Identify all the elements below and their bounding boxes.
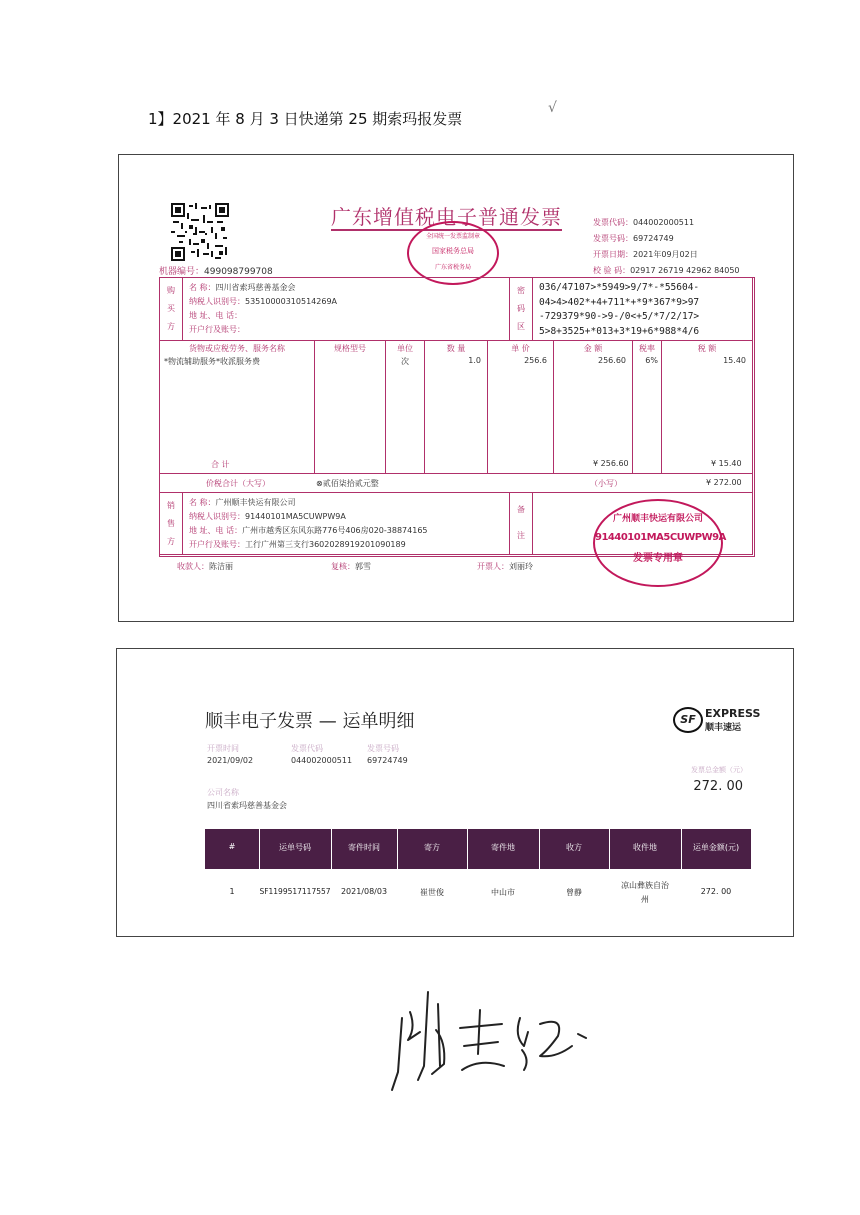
waybill-total-label: 发票总金额（元）	[691, 766, 747, 774]
item-price: 256.6	[524, 356, 547, 365]
issuer: 开票人：刘丽玲	[477, 562, 533, 571]
seller-bank: 工行广州第三支行3602028919201090189	[245, 540, 406, 549]
col-unit: 单位 次	[385, 340, 425, 474]
col-tax: 税 额 15.40	[661, 340, 753, 474]
payee: 收款人：陈洁丽	[177, 562, 233, 571]
machine-number	[159, 264, 273, 277]
seller-name: 广州顺丰快运有限公司	[215, 498, 296, 507]
col-spec: 规格型号	[314, 340, 386, 474]
waybill-field-code: 发票代码 044002000511	[291, 744, 353, 765]
reviewer: 复核：郭雪	[331, 562, 371, 571]
col-name: 货物或应税劳务、服务名称 *物流辅助服务*收派服务费	[159, 340, 315, 474]
invoice-date: 2021年09月02日	[633, 250, 698, 259]
item-amount: 256.60	[598, 356, 626, 365]
total-amount: ¥ 256.60	[593, 459, 629, 468]
waybill-number: SF1199517117557	[259, 887, 331, 896]
buyer-info: 名 称：四川省索玛慈善基金会 纳税人识别号：53510000310514269A 地 址、电 话： 开户行及账号：	[182, 277, 510, 341]
seller-tax-id: 91440101MA5CUWPW9A	[245, 512, 346, 521]
cipher-area: 036/47107>*5949>9/7*-*55604- 04>4>402*+4+711*+*9*367*9>97 -729379*90->9-/0<+5/*7/2/17> 5>8+3525+*013+3*19+6*988*4/6	[532, 277, 753, 341]
seller-info: 名 称：广州顺丰快运有限公司 纳税人识别号：91440101MA5CUWPW9A 地 址、电 话：广州市越秀区东风东路776号406房020-38874165 开户行及账号：工行广州第三支行3602028919201090189	[182, 492, 510, 555]
waybill-field-date: 开票时间 2021/09/02	[207, 744, 254, 765]
invoice-code: 044002000511	[633, 218, 695, 227]
vat-invoice	[118, 154, 794, 622]
invoice-title: 广东增值税电子普通发票	[331, 205, 562, 229]
buyer-tax-id: 53510000310514269A	[245, 297, 337, 306]
item-qty: 1.0	[468, 356, 481, 365]
col-rate: 税率 6%	[632, 340, 662, 474]
waybill-company: 公司名称 四川省索玛慈善基金会	[207, 788, 287, 810]
remark-side-cell: 备 注	[509, 492, 533, 555]
tax-bureau-seal: 全国统一发票监制章 国家税务总局 广东省税务局	[407, 221, 499, 285]
col-qty: 数 量 1.0	[424, 340, 488, 474]
price-tax-row: 价税合计（大写） ⊗贰佰柒拾贰元整 （小写） ¥ 272.00	[159, 473, 753, 493]
col-amount: 金 额 256.60	[553, 340, 633, 474]
item-unit: 次	[401, 357, 409, 366]
price-tax-words: ⊗贰佰柒拾贰元整	[316, 479, 379, 488]
total-tax: ¥ 15.40	[711, 459, 742, 468]
waybill-field-number: 发票号码 69724749	[367, 744, 408, 765]
seller-address: 广州市越秀区东风东路776号406房020-38874165	[242, 526, 428, 535]
page-heading: 1】2021 年 8 月 3 日快递第 25 期索玛报发票	[148, 110, 463, 128]
check-code: 02917 26719 42962 84050	[630, 266, 740, 275]
handwritten-tick: √	[548, 100, 557, 116]
machine-number-value: 499098799708	[204, 267, 273, 277]
machine-number-label: 机器编号：	[159, 267, 205, 277]
invoice-number: 69724749	[633, 234, 674, 243]
col-price: 单 价 256.6	[487, 340, 554, 474]
item-name: *物流辅助服务*收派服务费	[164, 357, 260, 366]
cipher-side-cell: 密 码 区	[509, 277, 533, 341]
waybill-detail: 顺丰电子发票 — 运单明细 SF EXPRESS 顺丰速运 开票时间 2021/09/02 发票代码 044002000511 发票号码 69724749 公司名称 四川省索玛慈善基金会 发票总金额（元） 272. 00 # 运单号码 寄件时间 寄方 寄件地 收方 收件地 运单金额(元) 1 SF1199517117557 2021/08/03 崔世俊 中山市 曾静 凉山彝族自治州 272. 00	[116, 648, 794, 937]
company-invoice-seal: 广州顺丰快运有限公司 91440101MA5CUWPW9A 发票专用章	[593, 499, 723, 587]
item-tax: 15.40	[723, 356, 746, 365]
waybill-total: 272. 00	[693, 779, 743, 794]
sf-logo-mark: SF	[673, 707, 703, 733]
buyer-side-cell: 购 买 方	[159, 277, 183, 341]
waybill-title: 顺丰电子发票 — 运单明细	[205, 711, 415, 732]
qr-code	[171, 203, 229, 261]
waybill-table-header: # 运单号码 寄件时间 寄方 寄件地 收方 收件地 运单金额(元)	[205, 829, 751, 869]
item-rate: 6%	[645, 356, 658, 365]
buyer-name: 四川省索玛慈善基金会	[215, 283, 296, 292]
seller-side-cell: 销 售 方	[159, 492, 183, 555]
price-tax-small: ¥ 272.00	[706, 478, 742, 487]
invoice-meta: 发票代码：044002000511 发票号码：69724749 开票日期：2021年09月02日 校 验 码：02917 26719 42962 84050	[593, 218, 740, 275]
table-row: 1 SF1199517117557 2021/08/03 崔世俊 中山市 曾静 凉山彝族自治州 272. 00	[229, 881, 732, 904]
handwritten-signature	[380, 980, 620, 1100]
total-label: 合 计	[211, 460, 230, 469]
